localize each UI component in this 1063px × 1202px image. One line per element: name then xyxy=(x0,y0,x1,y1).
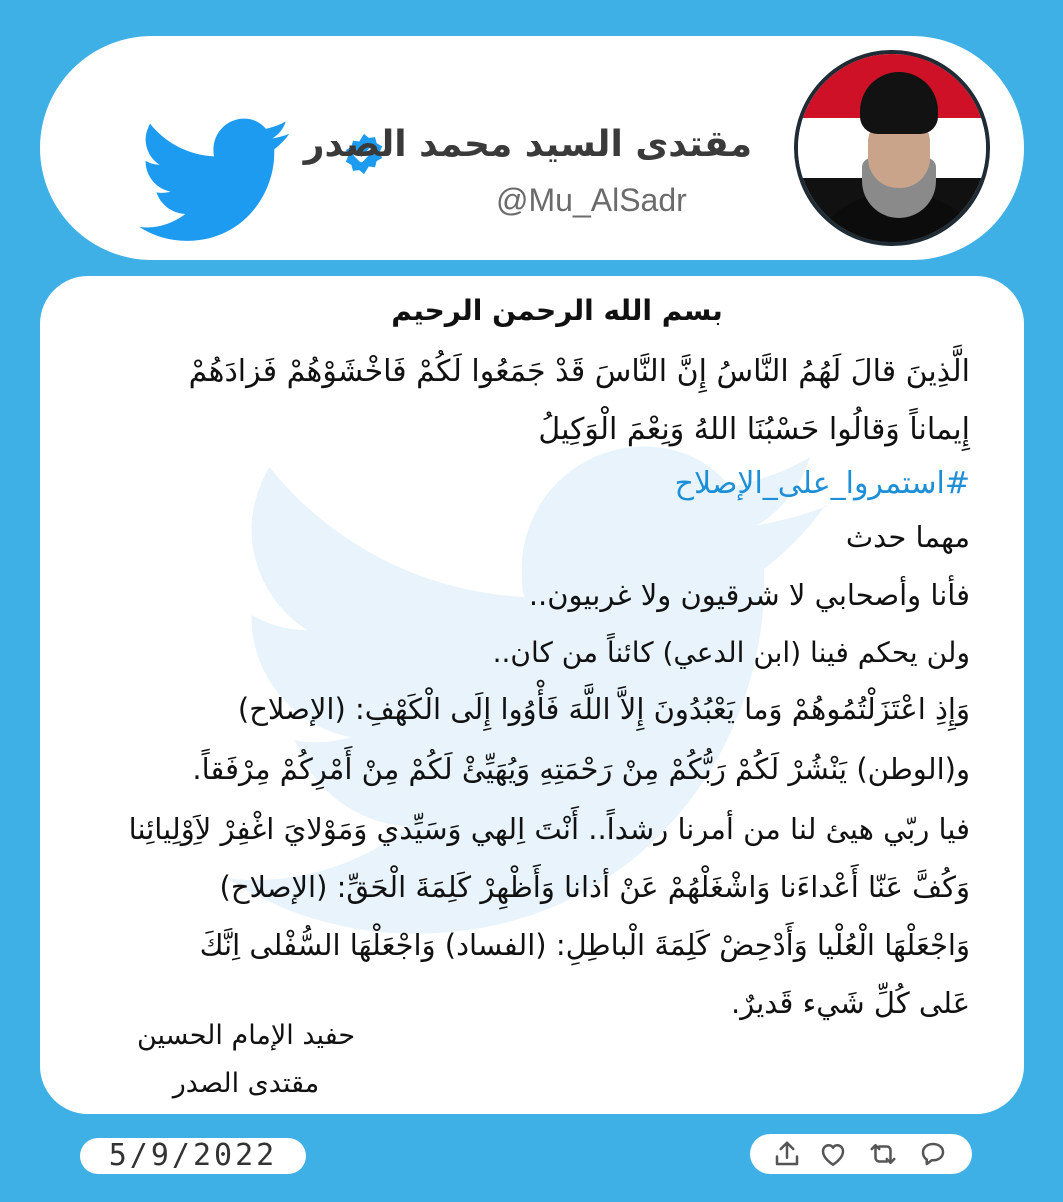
tweet-card xyxy=(40,276,1024,1114)
retweet-icon[interactable] xyxy=(868,1139,898,1169)
tweet-text-line: عَلى كُلِّ شَيء قَديرٌ. xyxy=(731,986,970,1020)
tweet-text-line: فأنا وأصحابي لا شرقيون ولا غربيون.. xyxy=(528,578,970,612)
user-handle[interactable]: @Mu_AlSadr xyxy=(496,182,687,218)
profile-header-card xyxy=(40,36,1024,260)
tweet-actions-bar xyxy=(750,1134,972,1174)
reply-icon[interactable] xyxy=(918,1139,948,1169)
twitter-bird-icon xyxy=(138,118,294,246)
display-name[interactable]: مقتدى السيد محمد الصدر xyxy=(303,124,752,165)
tweet-text-line: وَإِذِ اعْتَزَلْتُمُوهُمْ وَما يَعْبُدُونَ إِلاَّ اللَّهَ فَأْوُوا إِلَى الْكَهْفِ: (الإصلاح) xyxy=(237,692,970,726)
signature-line: حفيد الإمام الحسين xyxy=(136,1020,356,1051)
tweet-verse-line: الَّذِينَ قالَ لَهُمُ النَّاسُ إِنَّ النَّاسَ قَدْ جَمَعُوا لَكُمْ فَاخْشَوْهُمْ فَزادَهُمْ xyxy=(188,354,970,389)
share-icon[interactable] xyxy=(772,1139,802,1169)
tweet-text-line: فيا ربّي هيئ لنا من أمرنا رشداً.. أَنْتَ اِلهي وَسَيِّدي وَمَوْلايَ اغْفِرْ لاَِوْلِيائِنا xyxy=(128,812,970,846)
tweet-text-line: وَاجْعَلْهَا الْعُلْيا وَأَدْحِضْ كَلِمَةَ الْباطِلِ: (الفساد) وَاجْعَلْهَا السُّفْلى اِنَّكَ xyxy=(199,928,970,962)
signature-name: مقتدى الصدر xyxy=(172,1068,320,1099)
tweet-date: 5/9/2022 xyxy=(80,1138,306,1174)
avatar[interactable] xyxy=(794,50,990,246)
tweet-verse-line: إِيماناً وَقالُوا حَسْبُنَا اللهُ وَنِعْمَ الْوَكِيلُ xyxy=(538,412,970,447)
like-heart-icon[interactable] xyxy=(818,1139,848,1169)
tweet-text-line: وَكُفَّ عَنّا أَعْداءَنا وَاشْغَلْهُمْ عَنْ أذانا وَأَظْهِرْ كَلِمَةَ الْحَقِّ: (الإصلاح) xyxy=(219,870,970,904)
tweet-text-line: و(الوطن) يَنْشُرْ لَكُمْ رَبُّكُمْ مِنْ رَحْمَتِهِ وَيُهَيِّئْ لَكُمْ مِنْ أَمْرِكُمْ مِرْفَقاً. xyxy=(192,752,970,786)
tweet-text-line: مهما حدث xyxy=(845,520,970,554)
tweet-basmala: بسم الله الرحمن الرحيم xyxy=(391,294,723,327)
tweet-text-line: ولن يحكم فينا (ابن الدعي) كائناً من كان.. xyxy=(492,636,970,669)
tweet-hashtag-link[interactable]: #استمروا_على_الإصلاح xyxy=(674,466,970,501)
